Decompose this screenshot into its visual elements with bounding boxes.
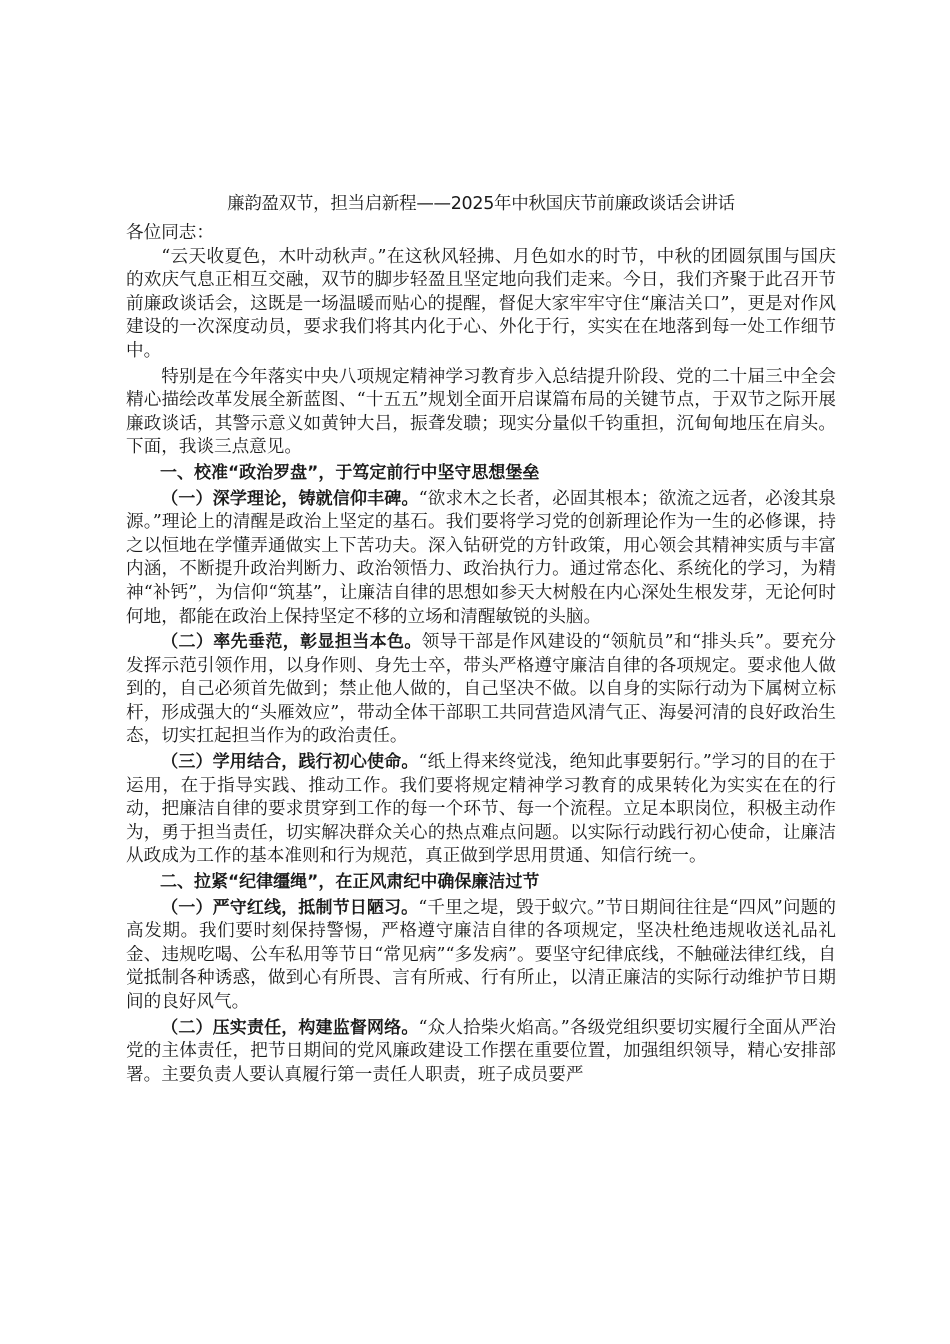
section-heading: 一、校准“政治罗盘”，于笃定前行中坚守思想堡垒 <box>160 462 540 483</box>
item-lead: （一）严守红线，抵制节日陋习。 <box>161 897 419 918</box>
item-lead: （三）学用结合，践行初心使命。 <box>161 752 419 773</box>
section-item <box>126 1017 836 1088</box>
item-lead: （一）深学理论，铸就信仰丰碑。 <box>161 488 419 509</box>
item-lead: （二）率先垂范，彰显担当本色。 <box>161 632 422 653</box>
item-text: “纸上得来终觉浅，绝知此事要躬行。”学习的目的在于运用，在于指导实践、推动工作。我们要将规定精神学习教育的成果转化为实实在在的行动，把廉洁自律的要求贯穿到工作的每一个环节、每一个流程。立足本职岗位，积极主动作为，勇于担当责任，切实解决群众关心的热点难点问题。以实际行动践行初心使命，让廉洁从政成为工作的基本准则和行为规范，真正做到学思用贯通、知信行统一。 <box>126 752 836 867</box>
intro-paragraph: “云天收夏色，木叶动秋声。”在这秋风轻拂、月色如水的时节，中秋的团圆氛围与国庆的欢庆气息正相互交融，双节的脚步轻盈且坚定地向我们走来。今日，我们齐聚于此召开节前廉政谈话会，这既是一场温暖而贴心的提醒，督促大家牢牢守住“廉洁关口”，更是对作风建设的一次深度动员，要求我们将其内化于心、外化于行，实实在在地落到每一处工作细节中。 <box>126 246 836 361</box>
item-text: “欲求木之长者，必固其根本；欲流之远者，必浚其泉源。”理论上的清醒是政治上坚定的基石。我们要将学习党的创新理论作为一生的必修课，持之以恒地在学懂弄通做实上下苦功夫。深入钻研党的方针政策，用心领会其精神实质与丰富内涵，不断提升政治判断力、政治领悟力、政治执行力。通过常态化、系统化的学习，为精神“补钙”，为信仰“筑基”，让廉洁自律的思想如参天大树般在内心深处生根发芽，无论何时何地，都能在政治上保持坚定不移的立场和清醒敏锐的头脑。 <box>126 488 837 627</box>
intro-paragraph: 特别是在今年落实中央八项规定精神学习教育步入总结提升阶段、党的二十届三中全会精心描绘改革发展全新蓝图、“十五五”规划全面开启谋篇布局的关键节点，于双节之际开展廉政谈话，其警示意义如黄钟大吕，振聋发聩；现实分量似千钧重担，沉甸甸地压在肩头。下面，我谈三点意见。 <box>126 366 836 458</box>
document-title: 廉韵盈双节，担当启新程——2025年中秋国庆节前廉政谈话会讲话 <box>227 194 735 214</box>
section-item <box>126 751 836 869</box>
section-heading: 二、拉紧“纪律缰绳”，在正风肃纪中确保廉洁过节 <box>160 872 540 893</box>
section-item <box>126 488 836 630</box>
item-lead: （二）压实责任，构建监督网络。 <box>161 1017 419 1038</box>
section-item <box>126 631 836 749</box>
document-page <box>126 192 836 1089</box>
item-text: “千里之堤，毁于蚁穴。”节日期间往往是“四风”问题的高发期。我们要时刻保持警惕，严格遵守廉洁自律的各项规定，坚决杜绝违规收送礼品礼金、违规吃喝、公车私用等节日“常见病”“多发病”。要坚守纪律底线，不触碰法律红线，自觉抵制各种诱惑，做到心有所畏、言有所戒、行有所止，以清正廉洁的实际行动维护节日期间的良好风气。 <box>126 897 837 1012</box>
salutation: 各位同志： <box>126 223 214 243</box>
item-text: “众人拾柴火焰高。”各级党组织要切实履行全面从严治党的主体责任，把节日期间的党风廉政建设工作摆在重要位置，加强组织领导，精心安排部署。主要负责人要认真履行第一责任人职责，班子成员要严 <box>126 1017 836 1085</box>
section-item <box>126 897 836 1015</box>
item-text: 领导干部是作风建设的“领航员”和“排头兵”。要充分发挥示范引领作用，以身作则、身先士卒，带头严格遵守廉洁自律的各项规定。要求他人做到的，自己必须首先做到；禁止他人做的，自己坚决不做。以自身的实际行动为下属树立标杆，形成强大的“头雁效应”，带动全体干部职工共同营造风清气正、海晏河清的良好政治生态，切实扛起担当作为的政治责任。 <box>126 632 837 747</box>
